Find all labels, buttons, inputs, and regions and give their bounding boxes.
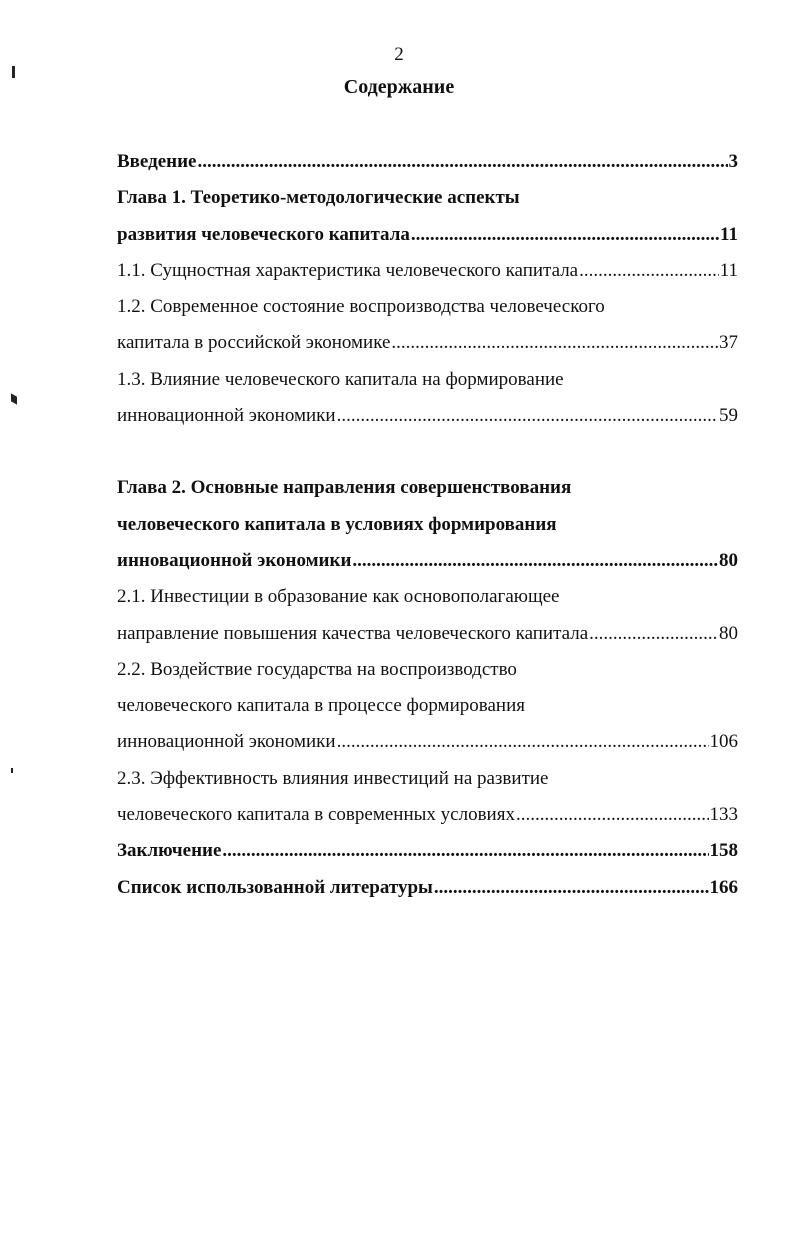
toc-line-section-2-2 — [117, 652, 738, 688]
toc-leader-dots — [434, 870, 709, 906]
toc-line-text: Глава 1. Теоретико-методологические аспекты — [117, 187, 520, 209]
toc-leader-dots — [222, 833, 708, 869]
toc-leader-dots — [516, 797, 709, 833]
toc-line-section-1-2-cont — [117, 325, 738, 361]
toc-line-page: 158 — [709, 840, 738, 862]
toc-line-text: 1.1. Сущностная характеристика человеческого капитала — [117, 259, 579, 281]
toc-line-introduction — [117, 144, 738, 180]
toc-line-section-2-1 — [117, 579, 738, 615]
toc-line-page: 11 — [720, 223, 738, 245]
toc-leader-dots — [352, 543, 718, 579]
toc-line-page: 3 — [728, 151, 738, 172]
toc-line-text: инновационной экономики — [117, 549, 352, 571]
toc-leader-dots — [337, 398, 718, 434]
toc-leader-dots — [391, 325, 718, 361]
toc-line-text: человеческого капитала в условиях формирования — [117, 513, 557, 535]
toc-line-text: человеческого капитала в современных условиях — [117, 804, 515, 826]
toc-line-text: капитала в российской экономике — [117, 332, 391, 354]
toc-line-page: 80 — [719, 549, 738, 571]
toc-line-chapter2-title-end — [117, 543, 738, 579]
toc-gap — [117, 434, 738, 470]
scan-mark — [12, 66, 15, 78]
toc-line-chapter1-title-cont — [117, 217, 738, 253]
toc-line-page: 166 — [709, 876, 738, 898]
toc-line-text: 2.2. Воздействие государства на воспроизводство — [117, 658, 517, 680]
toc-line-bibliography — [117, 870, 738, 906]
toc-line-text: инновационной экономики — [117, 731, 336, 753]
toc-line-text: направление повышения качества человеческого капитала — [117, 622, 589, 644]
toc-line-page: 106 — [709, 731, 738, 753]
toc-leader-dots — [198, 144, 728, 180]
toc-leader-dots — [589, 616, 718, 652]
toc-leader-dots — [337, 724, 709, 760]
toc-line-section-2-3-cont — [117, 797, 738, 833]
toc-line-section-2-2-end — [117, 724, 738, 760]
toc-line-text: Список использованной литературы — [117, 876, 433, 898]
toc-line-text: Глава 2. Основные направления совершенствования — [117, 477, 572, 499]
toc-line-page: 37 — [719, 332, 738, 354]
scan-mark — [11, 393, 17, 404]
page-number: 2 — [394, 44, 404, 65]
toc-line-chapter1-title — [117, 180, 738, 216]
page-title: Содержание — [343, 76, 455, 98]
toc-leader-dots — [411, 217, 719, 253]
toc-line-text: 1.2. Современное состояние воспроизводства человеческого — [117, 296, 605, 318]
toc-line-page: 11 — [719, 259, 738, 281]
toc-line-text: Заключение — [117, 840, 222, 862]
toc-line-section-1-3-cont — [117, 398, 738, 434]
toc-line-text: 2.1. Инвестиции в образование как основополагающее — [117, 586, 560, 608]
table-of-contents — [117, 144, 738, 906]
toc-line-section-1-1 — [117, 253, 738, 289]
scan-mark — [11, 768, 13, 773]
toc-line-text: развития человеческого капитала — [117, 223, 410, 245]
toc-line-text: человеческого капитала в процессе формирования — [117, 695, 525, 717]
toc-line-page: 80 — [719, 622, 738, 644]
toc-line-page: 133 — [709, 804, 738, 826]
toc-line-section-2-2-cont — [117, 688, 738, 724]
toc-line-text: инновационной экономики — [117, 405, 336, 427]
toc-line-text: 1.3. Влияние человеческого капитала на формирование — [117, 368, 564, 390]
toc-line-page: 59 — [719, 405, 738, 427]
toc-line-text: 2.3. Эффективность влияния инвестиций на развитие — [117, 767, 549, 789]
toc-line-section-1-2 — [117, 289, 738, 325]
toc-line-text: Введение — [117, 151, 197, 172]
toc-line-section-2-1-cont — [117, 616, 738, 652]
toc-line-section-2-3 — [117, 761, 738, 797]
toc-line-conclusion — [117, 833, 738, 869]
toc-line-chapter2-title — [117, 470, 738, 506]
toc-line-chapter2-title-cont — [117, 507, 738, 543]
toc-leader-dots — [579, 253, 719, 289]
toc-line-section-1-3 — [117, 362, 738, 398]
